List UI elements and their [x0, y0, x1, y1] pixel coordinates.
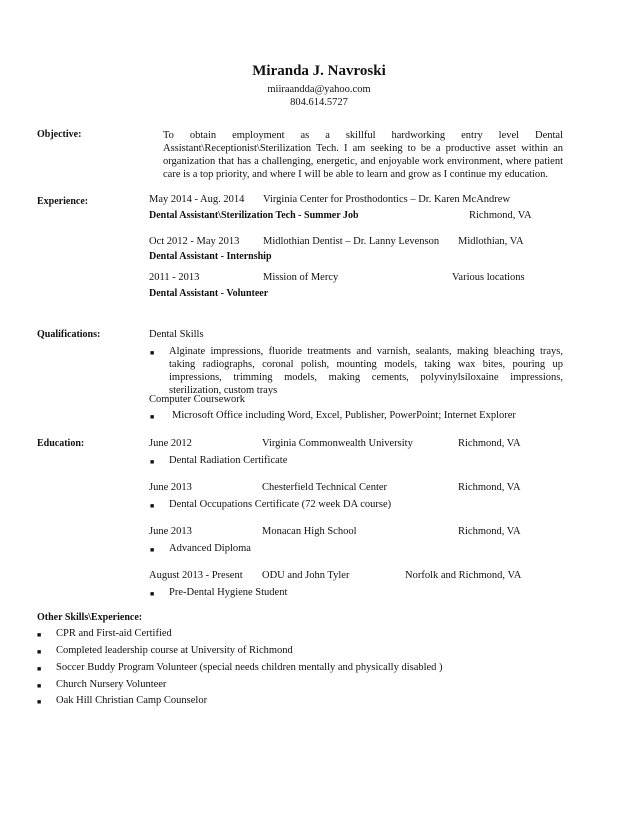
- experience-org: Virginia Center for Prosthodontics – Dr. Karen McAndrew: [263, 194, 511, 205]
- bullet-icon: ■: [37, 682, 42, 690]
- phone-text: 804.614.5727: [290, 97, 348, 108]
- objective-label: Objective:: [37, 129, 82, 140]
- education-date: August 2013 - Present: [149, 570, 243, 581]
- education-location: Norfolk and Richmond, VA: [405, 570, 522, 581]
- dental-skills-text: Alginate impressions, fluoride treatments and varnish, sealants, making bleaching trays, taking radiographs, coronal polish, mounting models, taking wax bites, pouring up impressions, trimming models, making cements, polyvinylsiloxaine impressions, sterilization, custom trays: [169, 346, 563, 396]
- experience-dates: 2011 - 2013: [149, 272, 200, 283]
- other-skills-label: Other Skills\Experience:: [37, 612, 143, 623]
- education-detail: Pre-Dental Hygiene Student: [169, 587, 288, 598]
- bullet-icon: ■: [150, 590, 155, 598]
- education-detail: Dental Radiation Certificate: [169, 455, 288, 466]
- education-date: June 2012: [149, 438, 192, 449]
- experience-title: Dental Assistant - Internship: [149, 251, 272, 262]
- experience-org: Midlothian Dentist – Dr. Lanny Levenson: [263, 236, 440, 247]
- bullet-icon: ■: [37, 631, 42, 639]
- other-skill-item: CPR and First-aid Certified: [56, 628, 172, 639]
- experience-location: Various locations: [452, 272, 525, 283]
- experience-org: Mission of Mercy: [263, 272, 339, 283]
- candidate-name: Miranda J. Navroski: [252, 63, 386, 79]
- experience-label: Experience:: [37, 196, 89, 207]
- education-school: Chesterfield Technical Center: [262, 482, 388, 493]
- email-text: miiraandda@yahoo.com: [267, 84, 371, 95]
- bullet-icon: ■: [150, 502, 155, 510]
- education-school: Monacan High School: [262, 526, 357, 537]
- experience-location: Richmond, VA: [469, 210, 532, 221]
- education-date: June 2013: [149, 482, 192, 493]
- objective-text: [163, 129, 563, 181]
- education-detail: Dental Occupations Certificate (72 week DA course): [169, 499, 392, 510]
- bullet-icon: ■: [150, 546, 155, 554]
- bullet-icon: ■: [37, 698, 42, 706]
- dental-skills-heading: Dental Skills: [149, 329, 204, 340]
- education-detail: Advanced Diploma: [169, 543, 251, 554]
- education-location: Richmond, VA: [458, 482, 521, 493]
- other-skill-item: Completed leadership course at University of Richmond: [56, 645, 293, 656]
- experience-title: Dental Assistant - Volunteer: [149, 288, 269, 299]
- bullet-icon: ■: [150, 458, 155, 466]
- education-location: Richmond, VA: [458, 438, 521, 449]
- education-school: ODU and John Tyler: [262, 570, 350, 581]
- other-skill-item: Church Nursery Volunteer: [56, 679, 167, 690]
- computer-coursework-heading: Computer Coursework: [149, 394, 245, 405]
- experience-location: Midlothian, VA: [458, 236, 524, 247]
- bullet-icon: ■: [37, 665, 42, 673]
- computer-coursework-text: Microsoft Office including Word, Excel, Publisher, PowerPoint; Internet Explorer: [172, 410, 516, 421]
- education-label: Education:: [37, 438, 85, 449]
- experience-title: Dental Assistant\Sterilization Tech - Summer Job: [149, 210, 359, 221]
- experience-dates: Oct 2012 - May 2013: [149, 236, 240, 247]
- education-date: June 2013: [149, 526, 192, 537]
- education-school: Virginia Commonwealth University: [262, 438, 413, 449]
- bullet-icon: ■: [150, 349, 155, 357]
- education-location: Richmond, VA: [458, 526, 521, 537]
- bullet-icon: ■: [37, 648, 42, 656]
- objective-paragraph: To obtain employment as a skillful hardworking entry level Dental Assistant\Receptionist\Sterilization Tech. I am seeking to be a productive asset within an organization that has a challenging, energetic, and enjoyable work environment, where patient care is a top priority, and where I will be able to learn and grow as I continue my education.: [163, 130, 563, 180]
- bullet-icon: ■: [150, 413, 155, 421]
- qualifications-label: Qualifications:: [37, 329, 101, 340]
- other-skill-item: Oak Hill Christian Camp Counselor: [56, 695, 208, 706]
- other-skill-item: Soccer Buddy Program Volunteer (special needs children mentally and physically disabled ): [56, 662, 443, 673]
- experience-dates: May 2014 - Aug. 2014: [149, 194, 245, 205]
